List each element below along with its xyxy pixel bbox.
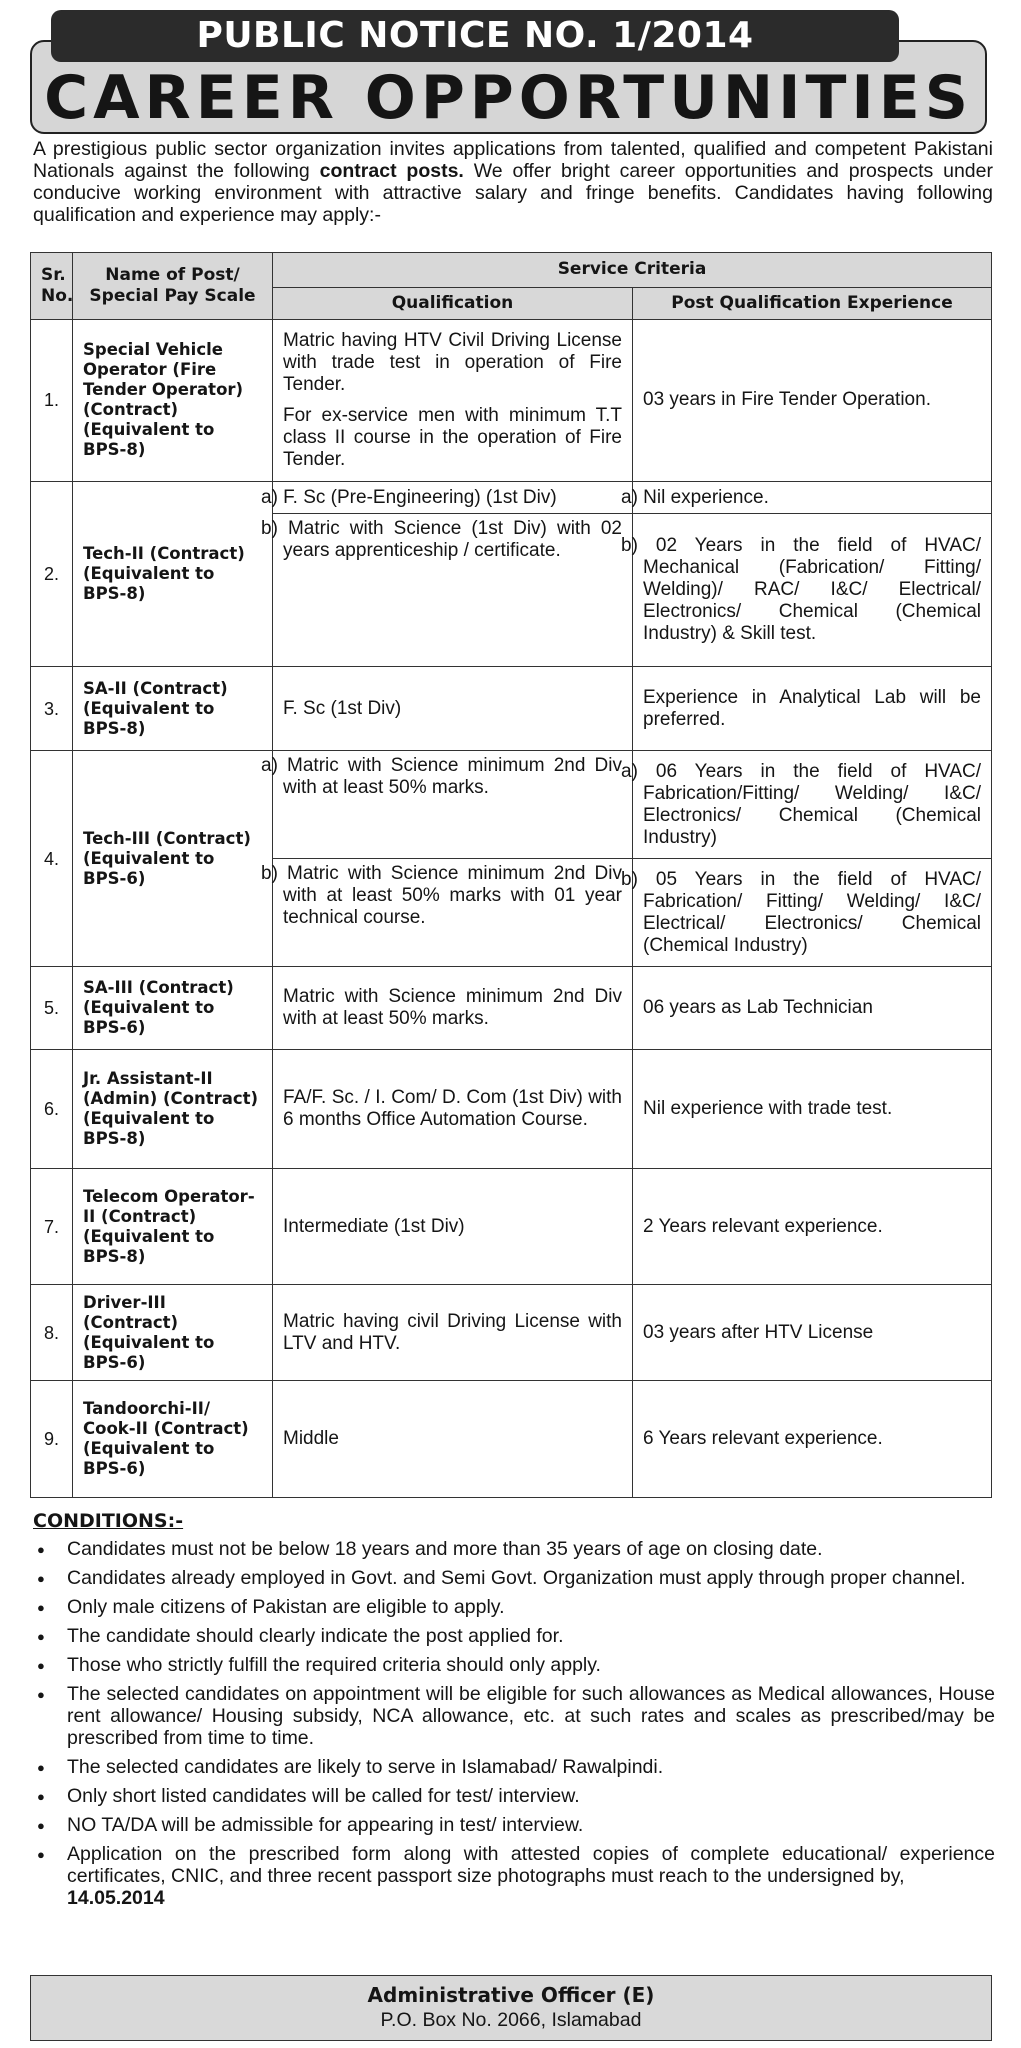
row-sr: 7.	[31, 1169, 73, 1285]
header-experience: Post Qualification Experience	[633, 287, 992, 320]
row-sr: 4.	[31, 751, 73, 967]
row-experience: 06 years as Lab Technician	[633, 967, 992, 1050]
condition-item: ● Candidates already employed in Govt. and Semi Govt. Organization must apply through proper channel.	[30, 1567, 995, 1589]
intro-paragraph	[33, 138, 993, 226]
row-qualification-b: b) Matric with Science (1st Div) with 02 years apprenticeship / certificate.	[273, 514, 633, 667]
table-row	[31, 1285, 992, 1381]
row-experience: 03 years in Fire Tender Operation.	[633, 320, 992, 482]
row-qualification: FA/F. Sc. / I. Com/ D. Com (1st Div) with 6 months Office Automation Course.	[273, 1050, 633, 1169]
footer-box	[30, 1975, 992, 2041]
row-qualification: Matric with Science minimum 2nd Div with at least 50% marks.	[273, 967, 633, 1050]
row-post-name: SA-II (Contract) (Equivalent to BPS-8)	[73, 666, 273, 750]
conditions-heading: CONDITIONS:-	[33, 1510, 184, 1532]
table-row	[31, 1169, 992, 1285]
row-post-name: Tech-II (Contract) (Equivalent to BPS-8)	[73, 481, 273, 666]
header-sr-no: Sr. No.	[31, 253, 73, 320]
application-text: Application on the prescribed form along with attested copies of complete educational/ experience certificates, CNIC, and three recent passport size photographs must reach to the undersigned by,	[67, 1843, 995, 1887]
closing-date: 14.05.2014	[67, 1887, 165, 1909]
intro-text-1: A prestigious public sector organization invites applications from talented, qualified and competent Pakistani Nationals against the following	[33, 138, 993, 182]
row-qualification: Matric having civil Driving License with LTV and HTV.	[273, 1285, 633, 1381]
condition-item: ● Candidates must not be below 18 years and more than 35 years of age on closing date.	[30, 1538, 995, 1560]
notice-number: PUBLIC NOTICE NO. 1/2014	[51, 10, 899, 62]
row-post-name: Tech-III (Contract) (Equivalent to BPS-6)	[73, 751, 273, 967]
row-experience: 6 Years relevant experience.	[633, 1380, 992, 1497]
row-sr: 9.	[31, 1380, 73, 1497]
row-qualification: Middle	[273, 1380, 633, 1497]
row-sr: 8.	[31, 1285, 73, 1381]
table-row	[31, 967, 992, 1050]
intro-bold-contract-posts: contract posts.	[319, 160, 464, 182]
row-experience: 03 years after HTV License	[633, 1285, 992, 1381]
conditions-list	[30, 1538, 995, 1909]
row-experience-b: b) 02 Years in the field of HVAC/ Mechanical (Fabrication/ Fitting/ Welding)/ RAC/ I&C/ Electrical/ Electronics/ Chemical (Chemical Industry) & Skill test.	[633, 514, 992, 667]
row-qualification-a: a) F. Sc (Pre-Engineering) (1st Div)	[273, 481, 633, 514]
qualification-text-2: For ex-service men with minimum T.T class II course in the operation of Fire Tender.	[283, 404, 622, 470]
row-experience-a: a) 06 Years in the field of HVAC/ Fabrication/Fitting/ Welding/ I&C/ Electronics/ Chemical (Chemical Industry)	[633, 751, 992, 859]
conditions-section	[30, 1510, 995, 1916]
row-post-name: Telecom Operator-II (Contract) (Equivalent to BPS-8)	[73, 1169, 273, 1285]
header-post-name: Name of Post/ Special Pay Scale	[73, 253, 273, 320]
row-sr: 2.	[31, 481, 73, 666]
row-experience-a: a) Nil experience.	[633, 481, 992, 514]
condition-item: ● NO TA/DA will be admissible for appearing in test/ interview.	[30, 1814, 995, 1836]
condition-item: ● Those who strictly fulfill the required criteria should only apply.	[30, 1654, 995, 1676]
row-sr: 5.	[31, 967, 73, 1050]
row-qualification-b: b) Matric with Science minimum 2nd Div with at least 50% marks with 01 year technical course.	[273, 859, 633, 967]
row-experience: 2 Years relevant experience.	[633, 1169, 992, 1285]
row-qualification: F. Sc (1st Div)	[273, 666, 633, 750]
row-qualification-a: a) Matric with Science minimum 2nd Div with at least 50% marks.	[273, 751, 633, 859]
row-experience-b: b) 05 Years in the field of HVAC/ Fabrication/ Fitting/ Welding/ I&C/ Electrical/ Electronics/ Chemical (Chemical Industry)	[633, 859, 992, 967]
row-experience: Nil experience with trade test.	[633, 1050, 992, 1169]
footer-officer-title: Administrative Officer (E)	[367, 1983, 655, 2007]
header-qualification: Qualification	[273, 287, 633, 320]
posts-table	[30, 252, 992, 1498]
condition-item: ● Only short listed candidates will be called for test/ interview.	[30, 1785, 995, 1807]
table-row	[31, 1380, 992, 1497]
table-row	[31, 320, 992, 482]
header-service-criteria: Service Criteria	[273, 253, 992, 288]
table-row	[31, 481, 992, 514]
condition-item: ● The selected candidates on appointment will be eligible for such allowances as Medical allowances, House rent allowance/ Housing subsidy, NCA allowance, etc. at such rates and scales as prescribed/may be prescribed from time to time.	[30, 1683, 995, 1749]
row-sr: 3.	[31, 666, 73, 750]
footer-address: P.O. Box No. 2066, Islamabad	[380, 2009, 642, 2031]
table-row	[31, 751, 992, 859]
row-sr: 1.	[31, 320, 73, 482]
row-post-name: Jr. Assistant-II (Admin) (Contract) (Equivalent to BPS-8)	[73, 1050, 273, 1169]
qualification-text: Matric having HTV Civil Driving License with trade test in operation of Fire Tender.	[283, 329, 622, 395]
page-title: CAREER OPPORTUNITIES	[44, 63, 973, 133]
condition-item: ● The candidate should clearly indicate the post applied for.	[30, 1625, 995, 1647]
intro-text-2: We offer bright career opportunities and prospects under conducive working environment with attractive salary and fringe benefits. Candidates having following qualification and experience may apply:-	[33, 160, 993, 226]
condition-item-application	[30, 1843, 995, 1909]
row-experience: Experience in Analytical Lab will be preferred.	[633, 666, 992, 750]
row-qualification: Intermediate (1st Div)	[273, 1169, 633, 1285]
condition-item: ● Only male citizens of Pakistan are eligible to apply.	[30, 1596, 995, 1618]
table-row	[31, 1050, 992, 1169]
row-post-name: Special Vehicle Operator (Fire Tender Operator) (Contract) (Equivalent to BPS-8)	[73, 320, 273, 482]
row-sr: 6.	[31, 1050, 73, 1169]
row-qualification	[273, 320, 633, 482]
table-header-row	[31, 253, 992, 288]
row-post-name: SA-III (Contract) (Equivalent to BPS-6)	[73, 967, 273, 1050]
table-row	[31, 666, 992, 750]
row-post-name: Tandoorchi-II/ Cook-II (Contract) (Equivalent to BPS-6)	[73, 1380, 273, 1497]
row-post-name: Driver-III (Contract) (Equivalent to BPS-6)	[73, 1285, 273, 1381]
condition-item: ● The selected candidates are likely to serve in Islamabad/ Rawalpindi.	[30, 1756, 995, 1778]
